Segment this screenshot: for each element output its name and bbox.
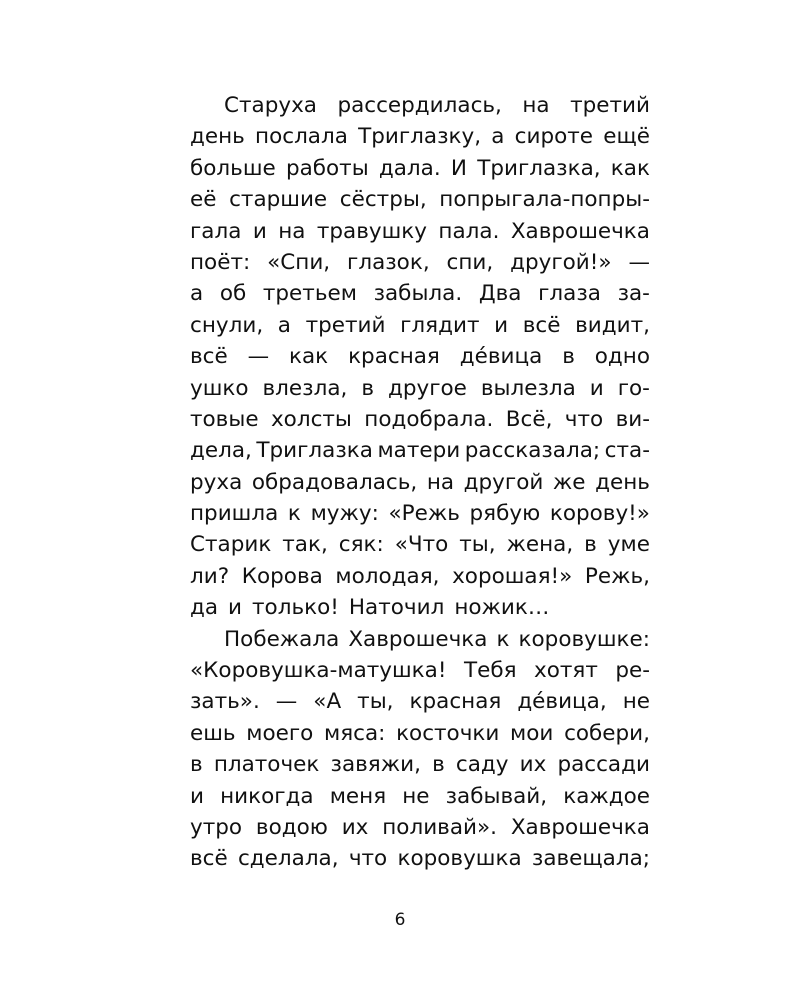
text-line: пришла к мужу: «Режь рябую корову!» xyxy=(190,501,650,527)
text-line: в платочек завяжи, в саду их рассади xyxy=(190,752,650,778)
text-line: а об третьем забыла. Два глаза за- xyxy=(190,281,650,307)
text-line: Старуха рассердилась, на третий xyxy=(224,93,650,118)
text-line: ешь моего мяса: косточки мои собери, xyxy=(190,720,650,746)
page-text xyxy=(190,90,650,875)
text-line: ли? Корова молодая, хорошая!» Режь, xyxy=(190,563,650,589)
text-line: гала и на травушку пала. Хаврошечка xyxy=(190,218,650,244)
text-line: и никогда меня не забывай, каждое xyxy=(190,783,650,809)
text-line: Побежала Хаврошечка к коровушке: xyxy=(224,626,650,652)
text-line: поёт: «Спи, глазок, спи, другой!» — xyxy=(190,249,650,275)
text-line: больше работы дала. И Триглазка, как xyxy=(190,155,650,181)
text-line: утро водою их поливай». Хаврошечка xyxy=(190,814,650,840)
text-line: её старшие сёстры, попрыгала-попры- xyxy=(190,187,650,213)
text-line: да и только! Наточил ножик… xyxy=(190,595,550,621)
text-line: снули, а третий глядит и всё видит, xyxy=(190,312,650,338)
text-line: «Коровушка-матушка! Тебя хотят ре- xyxy=(190,658,650,684)
text-line: Старик так, сяк: «Что ты, жена, в уме xyxy=(190,532,650,558)
text-line: дела, Триглазка матери рассказала; ста- xyxy=(190,438,650,464)
text-line: всё сделала, что коровушка завещала; xyxy=(190,846,650,872)
text-line: товые холсты подобрала. Всё, что ви- xyxy=(190,406,650,432)
page-number: 6 xyxy=(394,910,406,930)
paragraph xyxy=(190,90,650,624)
paragraph xyxy=(190,624,650,875)
text-line: ушко влезла, в другое вылезла и го- xyxy=(190,375,650,401)
text-line: всё — как красная де́вица в одно xyxy=(190,344,650,370)
text-line: руха обрадовалась, на другой же день xyxy=(190,469,650,495)
text-line: зать». — «А ты, красная де́вица, не xyxy=(190,689,650,715)
text-line: день послала Триглазку, а сироте ещё xyxy=(190,124,650,150)
